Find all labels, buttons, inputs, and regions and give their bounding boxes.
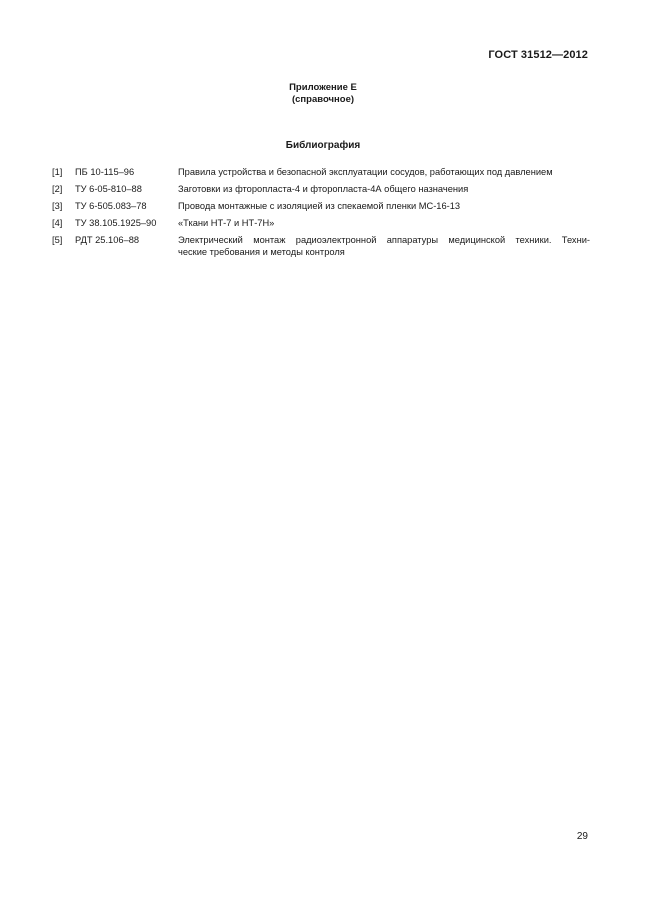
bibliography-entry xyxy=(52,166,590,178)
entry-number: [1] xyxy=(52,167,63,177)
document-code: ГОСТ 31512—2012 xyxy=(488,49,588,61)
entry-title-line: ческие требования и методы контроля xyxy=(178,247,345,257)
entry-code: РДТ 25.106–88 xyxy=(75,235,140,245)
entry-title xyxy=(178,234,590,258)
bibliography-entry xyxy=(52,217,590,229)
appendix-title-block xyxy=(0,82,646,106)
bibliography-list xyxy=(52,166,590,263)
entry-title-line: Электрический монтаж радиоэлектронной аппаратуры медицинской техники. Техни- xyxy=(178,235,590,245)
page-number: 29 xyxy=(576,831,588,842)
entry-title-line: «Ткани НТ-7 и НТ-7Н» xyxy=(178,218,275,228)
appendix-title: Приложение Е xyxy=(289,82,357,93)
entry-number: [3] xyxy=(52,201,63,211)
bibliography-entry xyxy=(52,183,590,195)
bibliography-entry xyxy=(52,234,590,258)
bibliography-entry xyxy=(52,200,590,212)
entry-number: [4] xyxy=(52,218,63,228)
entry-title xyxy=(178,166,590,178)
entry-title-line: Заготовки из фторопласта-4 и фторопласта-4А общего назначения xyxy=(178,184,469,194)
entry-title xyxy=(178,200,590,212)
entry-code: ТУ 6-505.083–78 xyxy=(75,201,147,211)
section-heading: Библиография xyxy=(285,140,361,151)
entry-title-line: Правила устройства и безопасной эксплуатации сосудов, работающих под давлением xyxy=(178,167,553,177)
entry-title xyxy=(178,183,590,195)
entry-code: ПБ 10-115–96 xyxy=(75,167,135,177)
entry-title-line: Провода монтажные с изоляцией из спекаемой пленки МС-16-13 xyxy=(178,201,461,211)
entry-number: [2] xyxy=(52,184,63,194)
entry-code: ТУ 38.105.1925–90 xyxy=(75,218,157,228)
appendix-subtitle: (справочное) xyxy=(291,94,355,105)
entry-title xyxy=(178,217,590,229)
entry-code: ТУ 6-05-810–88 xyxy=(75,184,142,194)
entry-number: [5] xyxy=(52,235,63,245)
